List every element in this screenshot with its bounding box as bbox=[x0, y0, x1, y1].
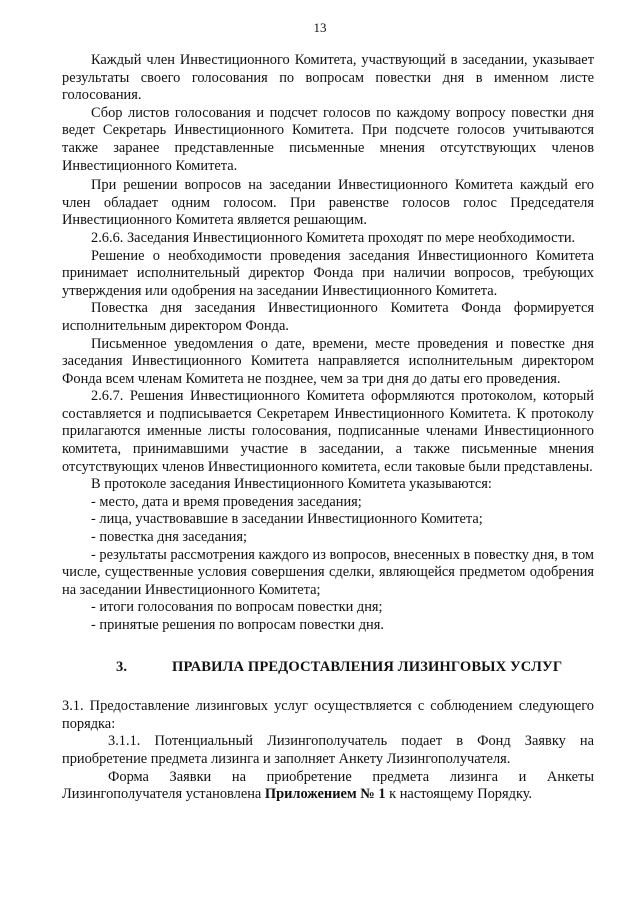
section-number: 3. bbox=[116, 658, 128, 675]
list-item: - повестка дня заседания; bbox=[91, 529, 247, 546]
page-number: 13 bbox=[313, 20, 327, 35]
appendix-reference: Приложением № 1 bbox=[264, 786, 386, 803]
list-item: - место, дата и время проведения заседания; bbox=[91, 493, 362, 510]
paragraph-form-appendix bbox=[62, 769, 594, 804]
paragraph-meeting-decision: Решение о необходимости проведения заседания Инвестиционного Комитета принимает исполнительный директор Фонда при наличии вопросов, требующих утверждения или одобрения на заседании Инвестиционного Комитета. bbox=[62, 247, 594, 299]
paragraph-voting-results: Каждый член Инвестиционного Комитета, участвующий в заседании, указывает результаты своего голосования по вопросам повестки дня в именном листе голосования. bbox=[62, 52, 594, 104]
paragraph-3-1-1: 3.1.1. Потенциальный Лизингополучатель подает в Фонд Заявку на приобретение предмета лизинга и заполняет Анкету Лизингополучателя. bbox=[62, 733, 594, 767]
list-item: - итоги голосования по вопросам повестки дня; bbox=[91, 599, 383, 616]
paragraph-one-vote: При решении вопросов на заседании Инвестиционного Комитета каждый его член обладает одним голосом. При равенстве голосов голос Председателя Инвестиционного Комитета является решающим. bbox=[62, 177, 594, 229]
list-item: - результаты рассмотрения каждого из вопросов, внесенных в повестку дня, в том числе, существенные условия совершения сделки, являющейся предметом одобрения на заседании Инвестиционного Комитета; bbox=[62, 546, 594, 598]
list-item: - лица, участвовавшие в заседании Инвестиционного Комитета; bbox=[91, 511, 483, 528]
paragraph-protocol-intro: В протоколе заседания Инвестиционного Комитета указываются: bbox=[91, 476, 492, 493]
list-item: - принятые решения по вопросам повестки дня. bbox=[91, 617, 384, 633]
paragraph-3-1: 3.1. Предоставление лизинговых услуг осуществляется с соблюдением следующего порядка: bbox=[62, 698, 594, 732]
section-3-heading bbox=[62, 659, 594, 677]
document-body bbox=[62, 52, 594, 804]
form-text: Форма Заявки на приобретение предмета лизинга и Анкеты Лизингополучателя установлена bbox=[62, 768, 594, 803]
form-text-end: к настоящему Порядку. bbox=[385, 786, 533, 803]
section-title: ПРАВИЛА ПРЕДОСТАВЛЕНИЯ ЛИЗИНГОВЫХ УСЛУГ bbox=[172, 658, 563, 675]
paragraph-notification: Письменное уведомления о дате, времени, месте проведения и повестке дня заседания Инвестиционного Комитета направляется исполнительным директором Фонда всем членам Комитета не позднее, чем за три дня до даты его проведения. bbox=[62, 335, 594, 387]
paragraph-2-6-6: 2.6.6. Заседания Инвестиционного Комитета проходят по мере необходимости. bbox=[91, 229, 576, 246]
paragraph-agenda: Повестка дня заседания Инвестиционного Комитета Фонда формируется исполнительным директором Фонда. bbox=[62, 300, 594, 334]
paragraph-vote-counting: Сбор листов голосования и подсчет голосов по каждому вопросу повестки дня ведет Секретарь Инвестиционного Комитета. При подсчете голосов учитываются также заранее представленные письменные мнения отсутствующих членов Инвестиционного Комитета. bbox=[62, 104, 594, 174]
paragraph-2-6-7: 2.6.7. Решения Инвестиционного Комитета оформляются протоколом, который составляется и подписывается Секретарем Инвестиционного Комитета. К протоколу прилагаются именные листы голосования, подписанные членами Инвестиционного комитета, принимавшими участие в заседании, а также письменные мнения отсутствующих членов Инвестиционного комитета, если таковые были представлены. bbox=[62, 388, 594, 475]
